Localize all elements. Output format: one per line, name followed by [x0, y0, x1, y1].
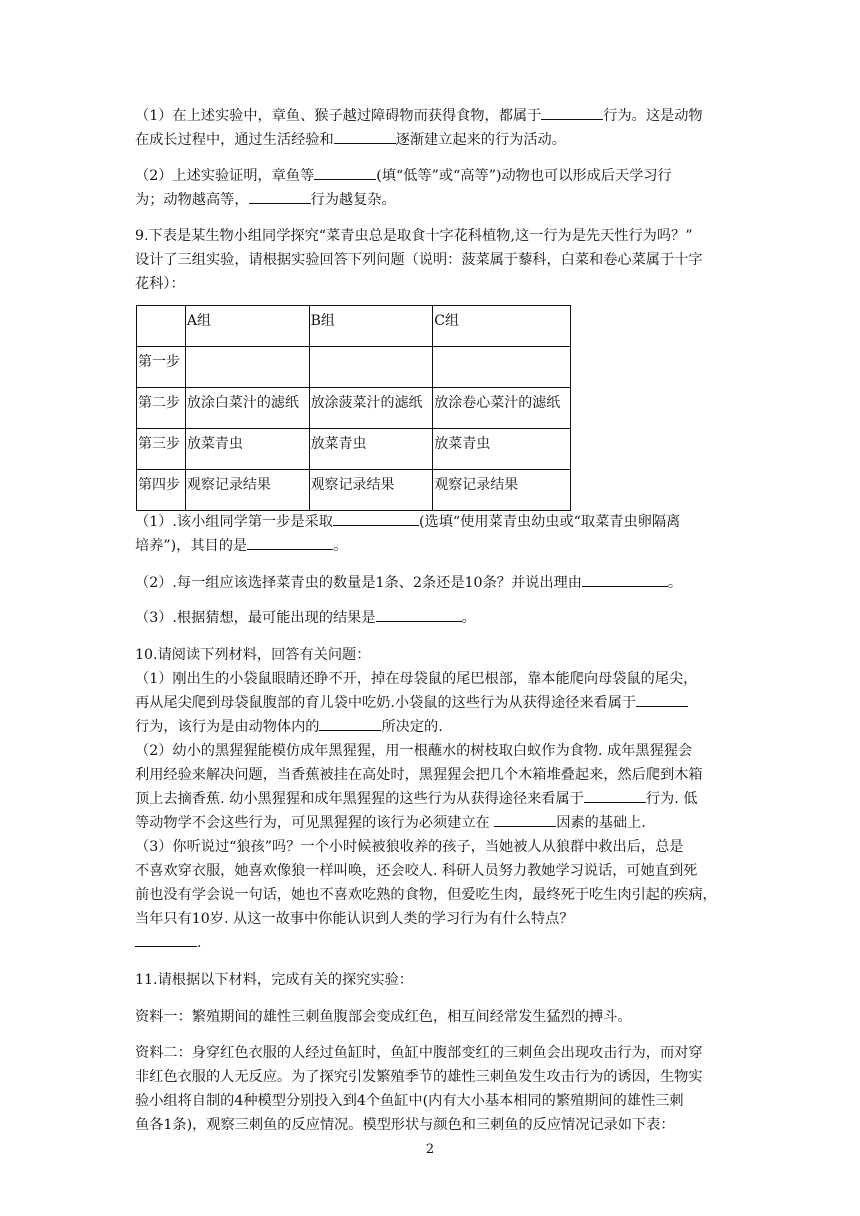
page-number: 2	[425, 1142, 435, 1157]
table-row	[137, 347, 571, 388]
answer-blank[interactable]	[135, 932, 197, 947]
text: 等动物学不会这些行为，可见黑猩猩的该行为必须建立在	[135, 815, 495, 831]
text: 非红色衣服的人无反应。为了探究引发繁殖季节的雄性三刺鱼发生攻击行为的诱因，生物实	[135, 1069, 703, 1085]
text: 培养”)，其目的是	[135, 538, 248, 554]
text: 前也没有学会说一句话，她也不喜欢吃熟的食物，但爱吃生肉，最终死于吃生肉引起的疾病，	[135, 887, 717, 903]
text: 所决定的.	[381, 719, 443, 735]
table-cell	[185, 347, 309, 388]
table-cell: 放菜青虫	[185, 429, 309, 470]
table-cell: 放菜青虫	[309, 429, 433, 470]
answer-blank[interactable]	[582, 572, 668, 587]
text: 设计了三组实验，请根据实验回答下列问题（说明：菠菜属于藜科，白菜和卷心菜属于十字	[135, 252, 703, 268]
answer-blank[interactable]	[319, 716, 381, 731]
text: 在成长过程中，通过生活经验和	[135, 132, 334, 148]
text: 。	[333, 538, 348, 554]
table-cell: 观察记录结果	[185, 470, 309, 511]
text: （3）你听说过“狼孩”吗？一个小时候被狼收养的孩子，当她被人从狼群中救出后，总是	[135, 839, 684, 855]
text: 不喜欢穿衣服，她喜欢像狼一样叫唤，还会咬人. 科研人员努力教她学习说话，可她直到死	[135, 863, 698, 879]
q8-part1	[135, 104, 735, 152]
text: 为；动物越高等，	[135, 192, 249, 208]
q9-stem	[135, 224, 735, 296]
table-cell	[309, 347, 433, 388]
answer-blank[interactable]	[333, 511, 419, 526]
text: 行为。这是动物	[603, 108, 703, 124]
text: 9.下表是某生物小组同学探究“菜青虫总是取食十字花科植物,这一行为是先天性行为吗？”	[135, 228, 693, 244]
text: 资料一：繁殖期间的雄性三刺鱼腹部会变成红色，相互间经常发生猛烈的搏斗。	[135, 1009, 632, 1025]
text: (填“低等”或“高等”)动物也可以形成后天学习行	[376, 168, 672, 184]
answer-blank[interactable]	[314, 165, 376, 180]
text: 10.请阅读下列材料，回答有关问题：	[135, 647, 371, 663]
text: 顶上去摘香蕉. 幼小黑猩猩和成年黑猩猩的这些行为从获得途径来看属于	[135, 791, 584, 807]
table-cell: 放菜青虫	[433, 429, 571, 470]
table-cell: 第三步	[137, 429, 186, 470]
table-row	[137, 306, 571, 347]
answer-blank[interactable]	[541, 105, 603, 120]
text: 。	[461, 610, 476, 626]
table-cell: 观察记录结果	[309, 470, 433, 511]
text: (选填“使用菜青虫幼虫或“取菜青虫卵隔离	[418, 514, 681, 530]
q11-resource2	[135, 1041, 735, 1137]
text: 行为，该行为是由动物体内的	[135, 719, 320, 735]
text: 资料二：身穿红色衣服的人经过鱼缸时，鱼缸中腹部变红的三刺鱼会出现攻击行为，而对穿	[135, 1045, 703, 1061]
text: 花科）：	[135, 276, 185, 292]
answer-blank[interactable]	[636, 692, 688, 707]
table-cell: 观察记录结果	[433, 470, 571, 511]
table-cell: 第四步	[137, 470, 186, 511]
table-cell: 第一步	[137, 347, 186, 388]
text: 行为. 低	[645, 791, 698, 807]
text: 验小组将自制的4种模型分别投入到4个鱼缸中(内有大小基本相同的繁殖期间的雄性三刺	[135, 1093, 684, 1109]
table-row	[137, 429, 571, 470]
answer-blank[interactable]	[376, 607, 462, 622]
text: 鱼各1条)，观察三刺鱼的反应情况。模型形状与颜色和三刺鱼的反应情况记录如下表：	[135, 1117, 675, 1133]
text: （2）.每一组应该选择菜青虫的数量是1条、2条还是10条？并说出理由	[135, 575, 582, 591]
table-cell	[433, 347, 571, 388]
table-cell: 放涂白菜汁的滤纸	[185, 388, 309, 429]
q9-sub1	[135, 510, 735, 558]
text: 因素的基础上.	[556, 815, 646, 831]
text: 当年只有10岁. 从这一故事中你能认识到人类的学习行为有什么特点？	[135, 911, 574, 927]
q11-resource1	[135, 1005, 735, 1029]
answer-blank[interactable]	[249, 189, 311, 204]
table-cell: A组	[185, 306, 309, 347]
table-row	[137, 470, 571, 511]
text: 行为越复杂。	[310, 192, 396, 208]
table-cell	[137, 306, 186, 347]
text: .	[197, 935, 202, 951]
table-cell: 放涂菠菜汁的滤纸	[309, 388, 433, 429]
table-cell: 放涂卷心菜汁的滤纸	[433, 388, 571, 429]
text: 利用经验来解决问题，当香蕉被挂在高处时，黑猩猩会把几个木箱堆叠起来，然后爬到木箱	[135, 767, 703, 783]
answer-blank[interactable]	[247, 535, 333, 550]
q8-part2	[135, 164, 735, 212]
text: 逐渐建立起来的行为活动。	[395, 132, 566, 148]
q9-sub3	[135, 606, 735, 630]
text: （1）在上述实验中，章鱼、猴子越过障碍物而获得食物，都属于	[135, 108, 542, 124]
answer-blank[interactable]	[494, 812, 556, 827]
q11-stem	[135, 968, 735, 992]
table-row	[137, 388, 571, 429]
experiment-table	[136, 305, 571, 511]
text: （1）.该小组同学第一步是采取	[135, 514, 333, 530]
table-cell: B组	[309, 306, 433, 347]
answer-blank[interactable]	[334, 129, 396, 144]
text: （2）上述实验证明，章鱼等	[135, 168, 315, 184]
text: 再从尾尖爬到母袋鼠腹部的育儿袋中吃奶.小袋鼠的这些行为从获得途径来看属于	[135, 695, 637, 711]
text: （3）.根据猜想，最可能出现的结果是	[135, 610, 376, 626]
table-cell: C组	[433, 306, 571, 347]
text: 。	[667, 575, 683, 591]
q9-sub2	[135, 571, 735, 595]
text: （1）刚出生的小袋鼠眼睛还睁不开，掉在母袋鼠的尾巴根部，靠本能爬向母袋鼠的尾尖，	[135, 671, 698, 687]
table-cell: 第二步	[137, 388, 186, 429]
text: 11.请根据以下材料，完成有关的探究实验：	[135, 972, 413, 988]
answer-blank[interactable]	[584, 788, 646, 803]
text: （2）幼小的黑猩猩能模仿成年黑猩猩，用一根蘸水的树枝取白蚁作为食物. 成年黑猩猩会	[135, 743, 693, 759]
q10	[135, 643, 735, 955]
